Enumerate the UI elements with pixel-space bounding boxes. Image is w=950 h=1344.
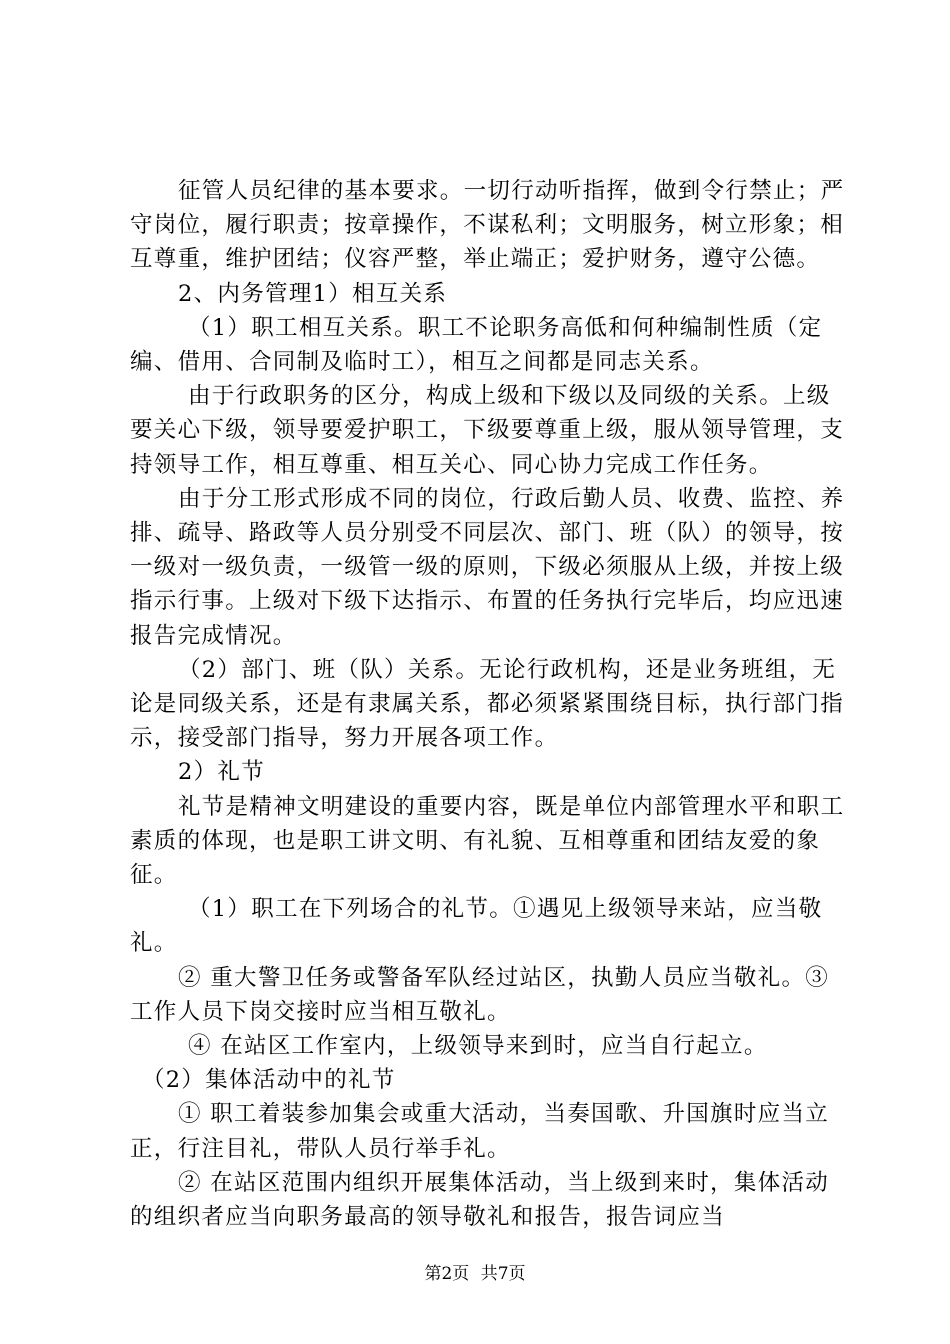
heading-etiquette: 2）礼节 (178, 759, 266, 786)
heading-group-activities: （2）集体活动中的礼节 (142, 1067, 396, 1094)
paragraph-stand-up: ④ 在站区工作室内，上级领导来到时，应当自行起立。 (188, 1033, 768, 1060)
paragraph-etiquette-intro: 礼节是精神文明建设的重要内容，既是单位内部管理水平和职工素质的体现，也是职工讲文明、有礼貌、互相尊重和团结友爱的象征。 (130, 793, 845, 889)
paragraph-discipline: 征管人员纪律的基本要求。一切行动听指挥，做到令行禁止；严守岗位，履行职责；按章操作，不谋私利；文明服务，树立形象；相互尊重，维护团结；仪容严整，举止端正；爱护财务，遵守公德。 (130, 178, 845, 273)
page-footer (0, 1262, 950, 1286)
paragraph-anthem: ① 职工着装参加集会或重大活动，当奏国歌、升国旗时应当立正，行注目礼，带队人员行举手礼。 (130, 1101, 830, 1162)
paragraph-hierarchy: 由于行政职务的区分，构成上级和下级以及同级的关系。上级要关心下级，领导要爱护职工，下级要尊重上级，服从领导管理，支持领导工作，相互尊重、相互关心、同心协力完成工作任务。 (130, 383, 845, 478)
heading-internal-management: 2、内务管理1）相互关系 (178, 280, 448, 307)
paragraph-department-relations: （2）部门、班（队）关系。无论行政机构，还是业务班组，无论是同级关系，还是有隶属关系，都必须紧紧围绕目标，执行部门指示，接受部门指导，努力开展各项工作。 (130, 656, 845, 752)
paragraph-staff-relations: （1）职工相互关系。职工不论职务高低和何种编制性质（定编、借用、合同制及临时工），相互之间都是同志关系。 (130, 314, 823, 376)
document-body (130, 174, 845, 1234)
paragraph-group-report: ② 在站区范围内组织开展集体活动，当上级到来时，集体活动的组织者应当向职务最高的领导敬礼和报告，报告词应当 (130, 1169, 830, 1231)
page-total: 共7页 (480, 1264, 526, 1284)
page-number: 第2页 (424, 1264, 470, 1284)
paragraph-division-of-labor: 由于分工形式形成不同的岗位，行政后勤人员、收费、监控、养排、疏导、路政等人员分别受不同层次、部门、班（队）的领导，按一级对一级负责，一级管一级的原则，下级必须服从上级，并按上级指示行事。上级对下级下达指示、布置的任务执行完毕后，均应迅速报告完成情况。 (130, 485, 845, 649)
paragraph-etiquette-occasions: （1）职工在下列场合的礼节。①遇见上级领导来站，应当敬礼。 (130, 896, 823, 957)
paragraph-salute-guard: ② 重大警卫任务或警备军队经过站区，执勤人员应当敬礼。③工作人员下岗交接时应当相互敬礼。 (130, 964, 830, 1025)
